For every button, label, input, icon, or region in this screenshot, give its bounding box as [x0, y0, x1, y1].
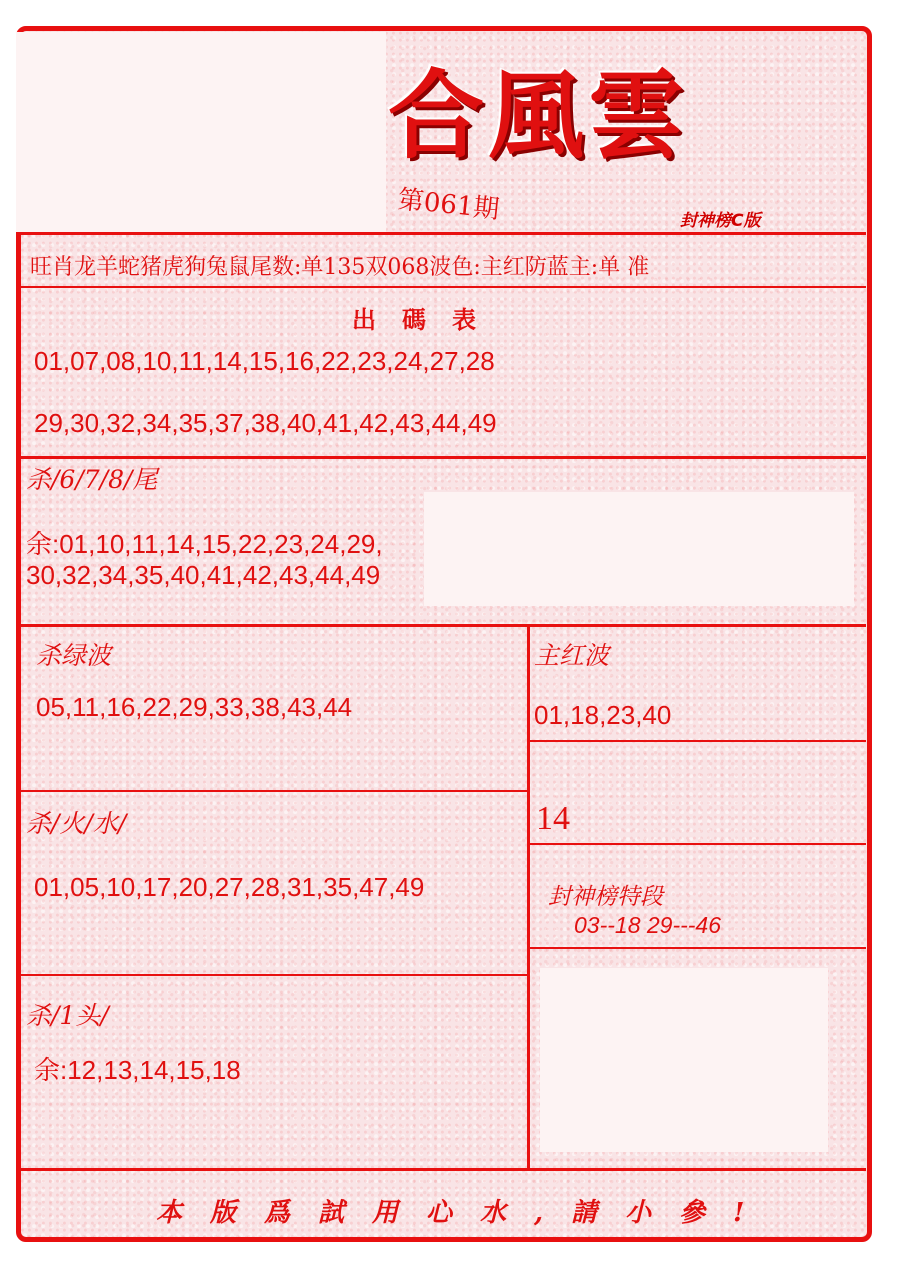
tail-kill-label: 杀/6/7/8/尾	[26, 465, 158, 494]
masked-logo-area	[16, 32, 386, 232]
divider-footer	[20, 1168, 866, 1171]
issue-number: 第061期	[396, 184, 501, 226]
divider-vertical	[527, 626, 530, 1170]
masked-area-bottom-right	[540, 968, 828, 1152]
divider-chart	[20, 456, 866, 459]
edition-label: 封神榜C版	[680, 211, 761, 231]
chart-row-2: 29,30,32,34,35,37,38,40,41,42,43,44,49	[34, 408, 497, 438]
tail-kill-line-2: 30,32,34,35,40,41,42,43,44,49	[26, 560, 381, 590]
divider-left-1	[20, 790, 528, 792]
divider-right-3	[528, 947, 866, 949]
divider-tail	[20, 624, 866, 627]
element-kill-label: 杀/火/水/	[26, 809, 127, 838]
main-red-numbers: 01,18,23,40	[534, 700, 672, 730]
masked-area-right	[424, 492, 854, 606]
element-kill-numbers: 01,05,10,17,20,27,28,31,35,47,49	[34, 872, 425, 902]
divider-right-1	[528, 740, 866, 742]
green-kill-numbers: 05,11,16,22,29,33,38,43,44	[36, 692, 353, 722]
tail-kill-line-1: 余:01,10,11,14,15,22,23,24,29,	[26, 529, 383, 559]
single-number: 14	[536, 800, 570, 837]
footer-note: 本版爲試用心水,請小參!	[156, 1198, 773, 1228]
chart-row-1: 01,07,08,10,11,14,15,16,22,23,24,27,28	[34, 346, 495, 376]
divider-info	[20, 286, 866, 288]
page-title: 合風雲	[388, 59, 688, 172]
head-kill-label: 杀/1头/	[26, 1001, 109, 1030]
special-segment-label: 封神榜特段	[548, 884, 663, 910]
special-segment-value: 03--18 29---46	[574, 912, 722, 938]
divider-left-2	[20, 974, 528, 976]
divider-header	[20, 232, 866, 235]
green-kill-label: 杀绿波	[36, 641, 112, 670]
info-line: 旺肖龙羊蛇猪虎狗兔鼠尾数:单135双068波色:主红防蓝主:单 准	[30, 255, 650, 280]
chart-title: 出碼表	[352, 305, 502, 334]
head-kill-numbers: 余:12,13,14,15,18	[34, 1055, 241, 1085]
divider-right-2	[528, 843, 866, 845]
main-red-label: 主红波	[534, 641, 610, 670]
